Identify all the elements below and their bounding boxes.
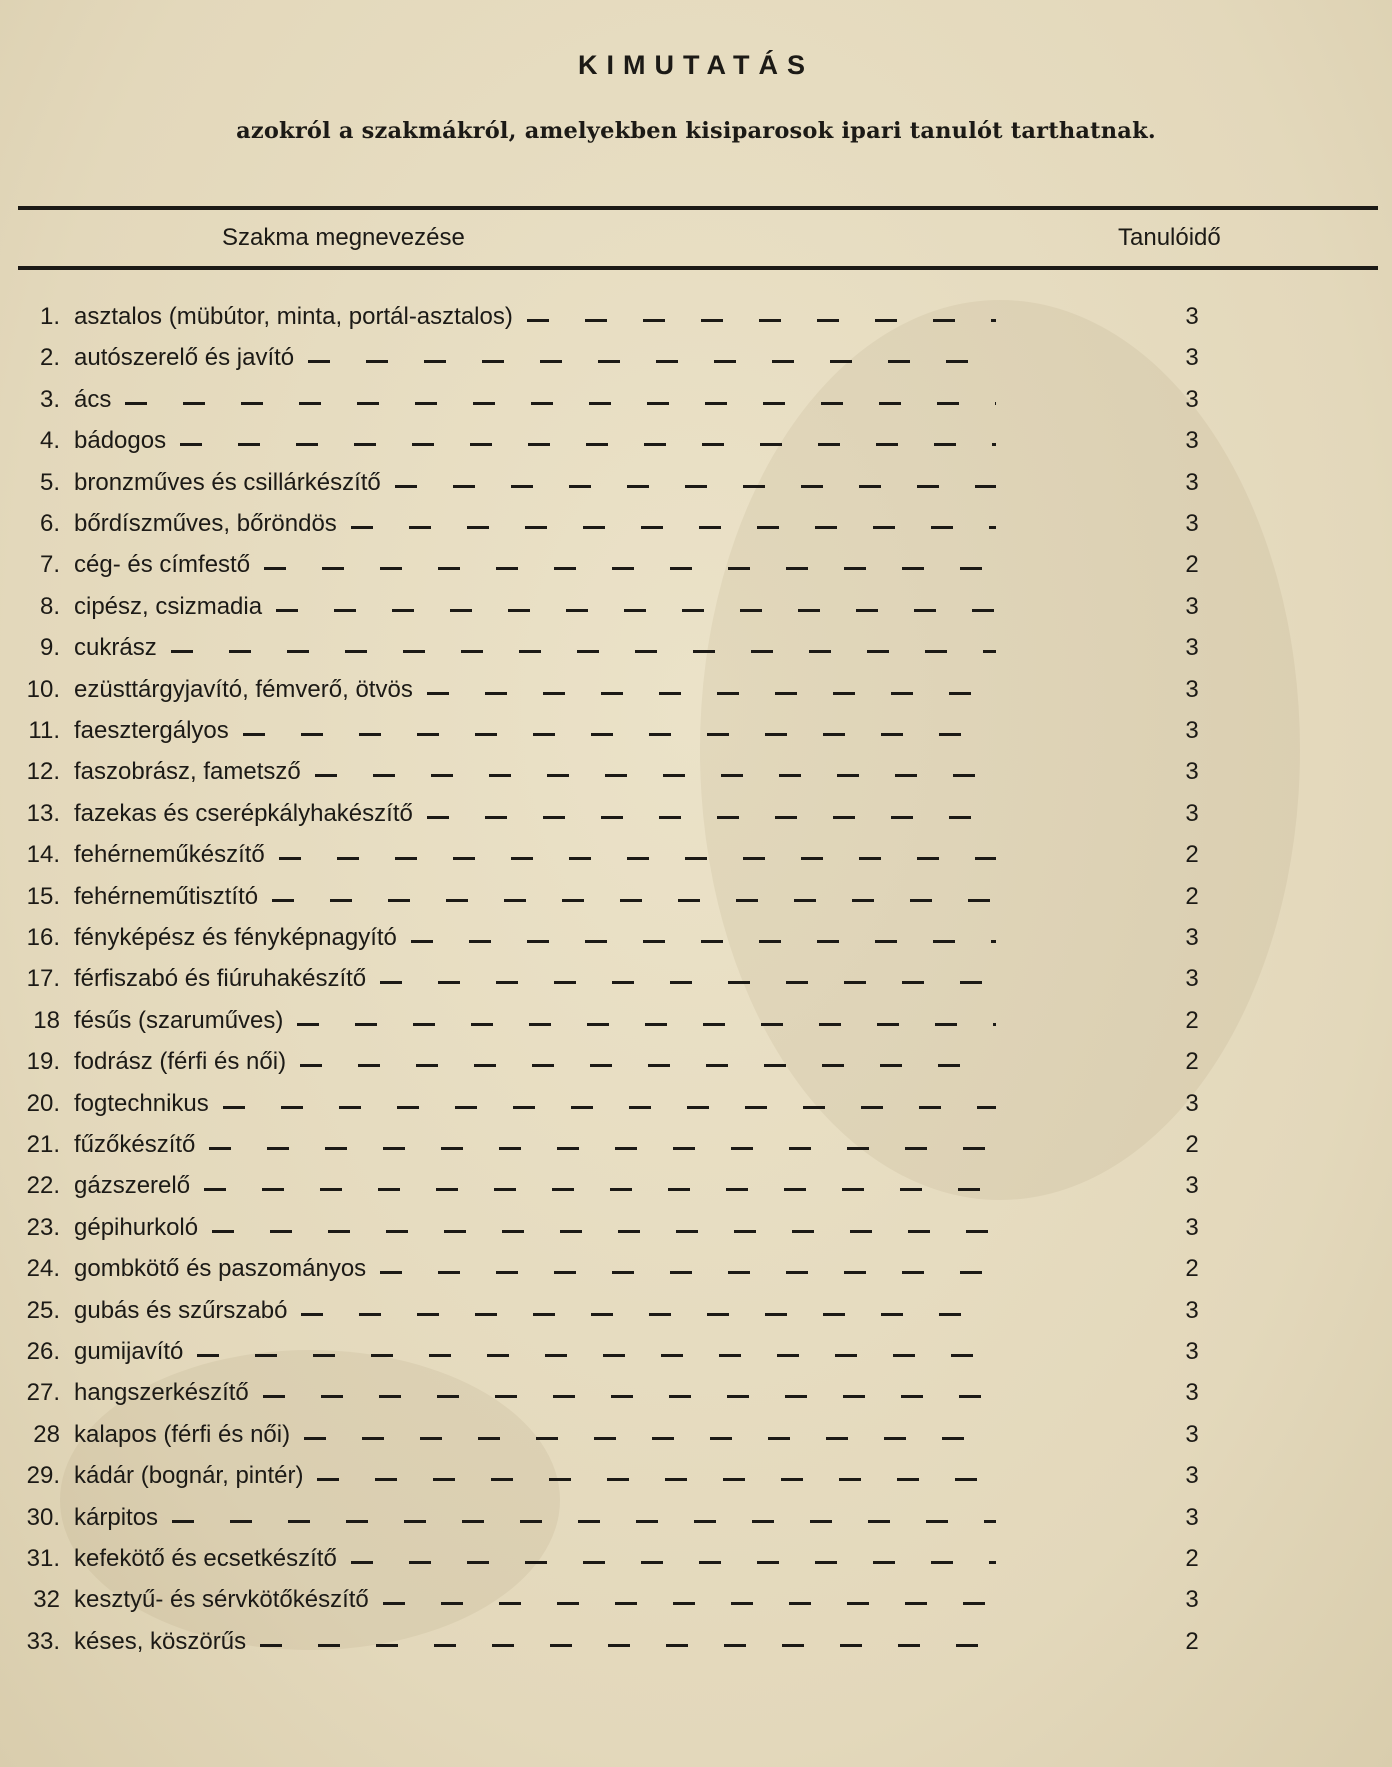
row-number: 10. xyxy=(26,675,60,703)
trade-name: gépihurkoló xyxy=(74,1213,199,1241)
dash-leader xyxy=(351,1561,996,1564)
row-number: 19. xyxy=(26,1048,60,1076)
row-number: 26. xyxy=(26,1338,60,1365)
trade-name: ezüsttárgyjavító, fémverő, ötvös xyxy=(74,675,413,703)
row-number: 33. xyxy=(26,1627,60,1655)
table-row xyxy=(0,551,1392,591)
dash-leader xyxy=(243,733,996,736)
table-row xyxy=(0,1172,1392,1212)
trade-name: cég- és címfestő xyxy=(74,551,251,579)
training-years: 3 xyxy=(1185,965,1199,993)
dash-leader xyxy=(380,981,996,984)
dash-leader xyxy=(304,1437,996,1440)
trade-name: fehérneműkészítő xyxy=(74,841,265,869)
training-years: 3 xyxy=(1185,510,1199,537)
trade-name: gubás és szűrszabó xyxy=(74,1296,288,1324)
trade-name: faesztergályos xyxy=(74,717,229,744)
dash-leader xyxy=(260,1644,996,1647)
trade-name: bőrdíszműves, bőröndös xyxy=(74,510,337,537)
table-row xyxy=(0,841,1392,881)
trade-name: kárpitos xyxy=(74,1503,159,1531)
row-number: 11. xyxy=(28,717,60,744)
training-years: 3 xyxy=(1185,303,1199,330)
training-years: 3 xyxy=(1185,1420,1199,1448)
dash-leader xyxy=(301,1313,996,1316)
trade-name: gázszerelő xyxy=(74,1172,191,1200)
row-number: 32 xyxy=(33,1586,60,1614)
trade-name: faszobrász, fametsző xyxy=(74,758,301,786)
training-years: 3 xyxy=(1185,1503,1199,1531)
column-header-time: Tanulóidő xyxy=(1118,224,1221,251)
training-years: 2 xyxy=(1185,1006,1199,1034)
training-years: 3 xyxy=(1185,1172,1199,1200)
row-number: 5. xyxy=(39,468,60,496)
training-years: 3 xyxy=(1185,1586,1199,1614)
table-row xyxy=(0,1586,1392,1626)
training-years: 2 xyxy=(1185,1627,1199,1655)
table-row xyxy=(0,469,1392,509)
trade-name: ács xyxy=(74,385,112,413)
training-years: 2 xyxy=(1185,1255,1199,1283)
table-row xyxy=(0,1090,1392,1130)
dash-leader xyxy=(279,857,996,860)
table-row xyxy=(0,1131,1392,1171)
row-number: 2. xyxy=(39,344,60,372)
table-row xyxy=(0,800,1392,840)
table-row xyxy=(0,883,1392,923)
table-row xyxy=(0,303,1392,343)
table-row xyxy=(0,593,1392,633)
row-number: 9. xyxy=(39,634,60,662)
row-number: 25. xyxy=(26,1296,60,1324)
row-number: 21. xyxy=(26,1131,60,1158)
row-number: 27. xyxy=(26,1379,60,1407)
row-number: 31. xyxy=(26,1545,60,1572)
row-number: 8. xyxy=(39,592,60,620)
training-years: 2 xyxy=(1185,841,1199,869)
table-row xyxy=(0,344,1392,384)
trade-name: bronzműves és csillárkészítő xyxy=(74,468,381,496)
trade-name: fodrász (férfi és női) xyxy=(74,1048,287,1076)
training-years: 3 xyxy=(1185,717,1199,744)
dash-leader xyxy=(172,1520,996,1523)
trade-name: autószerelő és javító xyxy=(74,344,295,372)
dash-leader xyxy=(180,443,996,446)
row-number: 30. xyxy=(26,1503,60,1531)
row-number: 18 xyxy=(33,1006,60,1034)
training-years: 2 xyxy=(1185,1131,1199,1158)
trade-name: gumijavító xyxy=(74,1338,184,1365)
training-years: 2 xyxy=(1185,882,1199,910)
table-row xyxy=(0,1379,1392,1419)
dash-leader xyxy=(297,1023,996,1026)
dash-leader xyxy=(395,485,996,488)
dash-leader xyxy=(411,940,996,943)
trade-name: fogtechnikus xyxy=(74,1089,209,1117)
trade-name: kesztyű- és sérvkötőkészítő xyxy=(74,1586,369,1614)
trade-name: hangszerkészítő xyxy=(74,1379,249,1407)
trade-name: kalapos (férfi és női) xyxy=(74,1420,291,1448)
row-number: 22. xyxy=(26,1172,60,1200)
dash-leader xyxy=(315,774,996,777)
training-years: 3 xyxy=(1185,427,1199,455)
document-subtitle: azokról a szakmákról, amelyekben kisiparosok ipari tanulót tarthatnak. xyxy=(236,118,1156,144)
training-years: 3 xyxy=(1185,799,1199,827)
trade-name: asztalos (mübútor, minta, portál-asztalos) xyxy=(74,303,513,330)
row-number: 16. xyxy=(26,924,60,951)
table-row xyxy=(0,1504,1392,1544)
training-years: 3 xyxy=(1185,1089,1199,1117)
dash-leader xyxy=(527,319,996,322)
table-row xyxy=(0,1462,1392,1502)
trade-name: gombkötő és paszományos xyxy=(74,1255,367,1283)
table-row xyxy=(0,1297,1392,1337)
dash-leader xyxy=(125,402,996,405)
row-number: 13. xyxy=(26,799,60,827)
training-years: 3 xyxy=(1185,1462,1199,1490)
document-title: KIMUTATÁS xyxy=(578,50,814,80)
table-row xyxy=(0,510,1392,550)
dash-leader xyxy=(427,816,996,819)
table-row xyxy=(0,717,1392,757)
dash-leader xyxy=(223,1106,996,1109)
table-row xyxy=(0,634,1392,674)
row-number: 29. xyxy=(26,1462,60,1490)
trade-name: fehérneműtisztító xyxy=(74,882,259,910)
trade-name: bádogos xyxy=(74,427,167,455)
dash-leader xyxy=(204,1188,996,1191)
dash-leader xyxy=(209,1147,996,1150)
dash-leader xyxy=(351,526,996,529)
table-row xyxy=(0,924,1392,964)
table-row xyxy=(0,965,1392,1005)
table-row xyxy=(0,1338,1392,1378)
trade-name: fazekas és cserépkályhakészítő xyxy=(74,799,413,827)
dash-leader xyxy=(264,567,996,570)
dash-leader xyxy=(300,1064,996,1067)
table-row xyxy=(0,1545,1392,1585)
training-years: 3 xyxy=(1185,634,1199,662)
table-row xyxy=(0,1255,1392,1295)
training-years: 3 xyxy=(1185,1379,1199,1407)
table-row xyxy=(0,1628,1392,1668)
dash-leader xyxy=(308,360,996,363)
dash-leader xyxy=(171,650,996,653)
training-years: 3 xyxy=(1185,1296,1199,1324)
dash-leader xyxy=(317,1478,996,1481)
training-years: 3 xyxy=(1185,924,1199,951)
training-years: 2 xyxy=(1185,1048,1199,1076)
trade-name: késes, köszörűs xyxy=(74,1627,247,1655)
trade-name: fűzőkészítő xyxy=(74,1131,196,1158)
table-row xyxy=(0,1214,1392,1254)
row-number: 7. xyxy=(39,551,60,579)
training-years: 2 xyxy=(1185,551,1199,579)
dash-leader xyxy=(383,1602,996,1605)
dash-leader xyxy=(427,692,996,695)
dash-leader xyxy=(380,1271,996,1274)
trade-name: férfiszabó és fiúruhakészítő xyxy=(74,965,367,993)
dash-leader xyxy=(263,1395,996,1398)
table-row xyxy=(0,1421,1392,1461)
dash-leader xyxy=(197,1354,996,1357)
training-years: 3 xyxy=(1185,344,1199,372)
table-row xyxy=(0,1048,1392,1088)
trade-name: cipész, csizmadia xyxy=(74,592,263,620)
table-row xyxy=(0,758,1392,798)
row-number: 17. xyxy=(26,965,60,993)
table-row xyxy=(0,1007,1392,1047)
training-years: 3 xyxy=(1185,1213,1199,1241)
training-years: 3 xyxy=(1185,468,1199,496)
table-row xyxy=(0,427,1392,467)
training-years: 3 xyxy=(1185,758,1199,786)
row-number: 12. xyxy=(26,758,60,786)
row-number: 1. xyxy=(39,303,60,330)
table-row xyxy=(0,676,1392,716)
row-number: 14. xyxy=(26,841,60,869)
training-years: 3 xyxy=(1185,675,1199,703)
row-number: 3. xyxy=(39,385,60,413)
row-number: 23. xyxy=(26,1213,60,1241)
trade-name: kádár (bognár, pintér) xyxy=(74,1462,304,1490)
row-number: 15. xyxy=(26,882,60,910)
trade-name: fényképész és fényképnagyító xyxy=(74,924,397,951)
row-number: 20. xyxy=(26,1089,60,1117)
training-years: 2 xyxy=(1185,1545,1199,1572)
row-number: 24. xyxy=(26,1255,60,1283)
table-row xyxy=(0,386,1392,426)
dash-leader xyxy=(212,1230,996,1233)
trade-name: fésűs (szaruműves) xyxy=(74,1006,284,1034)
row-number: 28 xyxy=(33,1420,60,1448)
row-number: 4. xyxy=(39,427,60,455)
training-years: 3 xyxy=(1185,592,1199,620)
dash-leader xyxy=(272,899,996,902)
trade-name: kefekötő és ecsetkészítő xyxy=(74,1545,337,1572)
column-header-name: Szakma megnevezése xyxy=(222,224,465,251)
trade-name: cukrász xyxy=(74,634,157,662)
dash-leader xyxy=(276,609,996,612)
training-years: 3 xyxy=(1185,385,1199,413)
row-number: 6. xyxy=(39,510,60,537)
training-years: 3 xyxy=(1185,1338,1199,1365)
